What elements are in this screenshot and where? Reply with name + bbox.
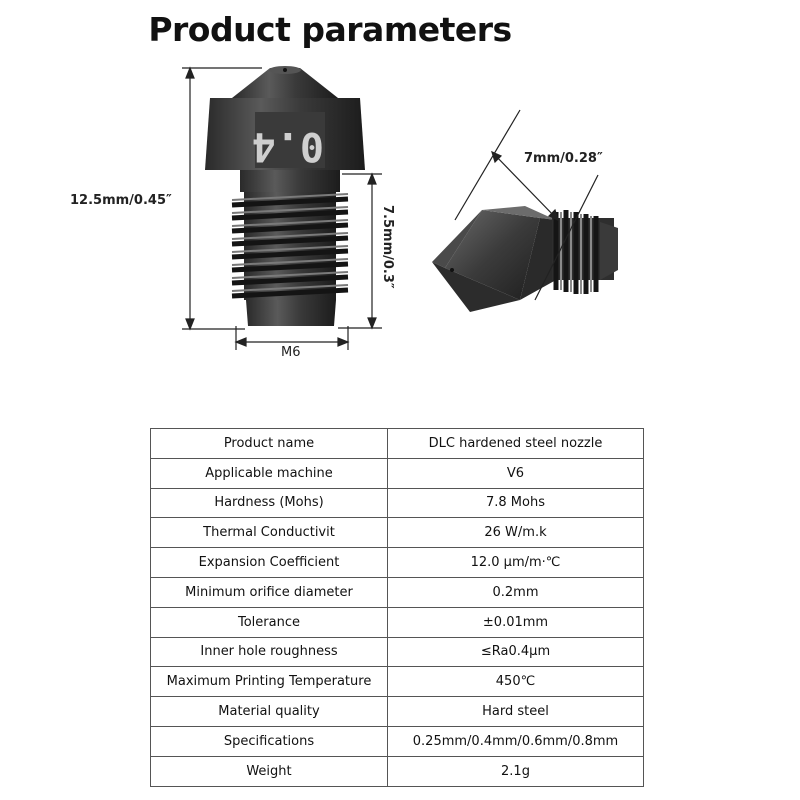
spec-label: Applicable machine bbox=[151, 458, 388, 488]
spec-label: Weight bbox=[151, 756, 388, 786]
spec-value: 2.1g bbox=[388, 756, 644, 786]
nozzle-marking: 0.4 bbox=[251, 123, 324, 169]
spec-row bbox=[151, 577, 644, 607]
spec-value: Hard steel bbox=[388, 697, 644, 727]
spec-value: ±0.01mm bbox=[388, 607, 644, 637]
spec-table bbox=[150, 428, 644, 787]
spec-row bbox=[151, 607, 644, 637]
spec-value: 0.25mm/0.4mm/0.6mm/0.8mm bbox=[388, 726, 644, 756]
spec-row bbox=[151, 726, 644, 756]
spec-value: 0.2mm bbox=[388, 577, 644, 607]
spec-label: Hardness (Mohs) bbox=[151, 488, 388, 518]
spec-label: Tolerance bbox=[151, 607, 388, 637]
spec-row bbox=[151, 458, 644, 488]
spec-label: Material quality bbox=[151, 697, 388, 727]
spec-row bbox=[151, 637, 644, 667]
spec-row bbox=[151, 429, 644, 459]
spec-row bbox=[151, 697, 644, 727]
spec-row bbox=[151, 548, 644, 578]
page-title: Product parameters bbox=[148, 10, 512, 49]
spec-value: V6 bbox=[388, 458, 644, 488]
spec-value: 26 W/m.k bbox=[388, 518, 644, 548]
spec-label: Thermal Conductivit bbox=[151, 518, 388, 548]
dimension-total-label: 12.5mm/0.45″ bbox=[70, 193, 172, 208]
spec-value: 7.8 Mohs bbox=[388, 488, 644, 518]
spec-value: ≤Ra0.4μm bbox=[388, 637, 644, 667]
spec-value: 12.0 μm/m·℃ bbox=[388, 548, 644, 578]
spec-label: Product name bbox=[151, 429, 388, 459]
spec-label: Inner hole roughness bbox=[151, 637, 388, 667]
spec-label: Maximum Printing Temperature bbox=[151, 667, 388, 697]
spec-row bbox=[151, 667, 644, 697]
nozzle-front-view bbox=[205, 66, 365, 326]
spec-label: Expansion Coefficient bbox=[151, 548, 388, 578]
spec-row bbox=[151, 518, 644, 548]
nozzle-side-view bbox=[432, 206, 618, 312]
product-figure bbox=[0, 55, 800, 385]
spec-label: Minimum orifice diameter bbox=[151, 577, 388, 607]
spec-row bbox=[151, 488, 644, 518]
dimension-hex-label: 7mm/0.28″ bbox=[524, 151, 603, 166]
dimension-thread-label: 7.5mm/0.3″ bbox=[380, 205, 395, 289]
dimension-m6-label: M6 bbox=[281, 345, 301, 360]
spec-value: 450℃ bbox=[388, 667, 644, 697]
spec-label: Specifications bbox=[151, 726, 388, 756]
spec-table-body bbox=[151, 429, 644, 787]
nozzle-drawing bbox=[0, 55, 800, 385]
spec-row bbox=[151, 756, 644, 786]
spec-value: DLC hardened steel nozzle bbox=[388, 429, 644, 459]
